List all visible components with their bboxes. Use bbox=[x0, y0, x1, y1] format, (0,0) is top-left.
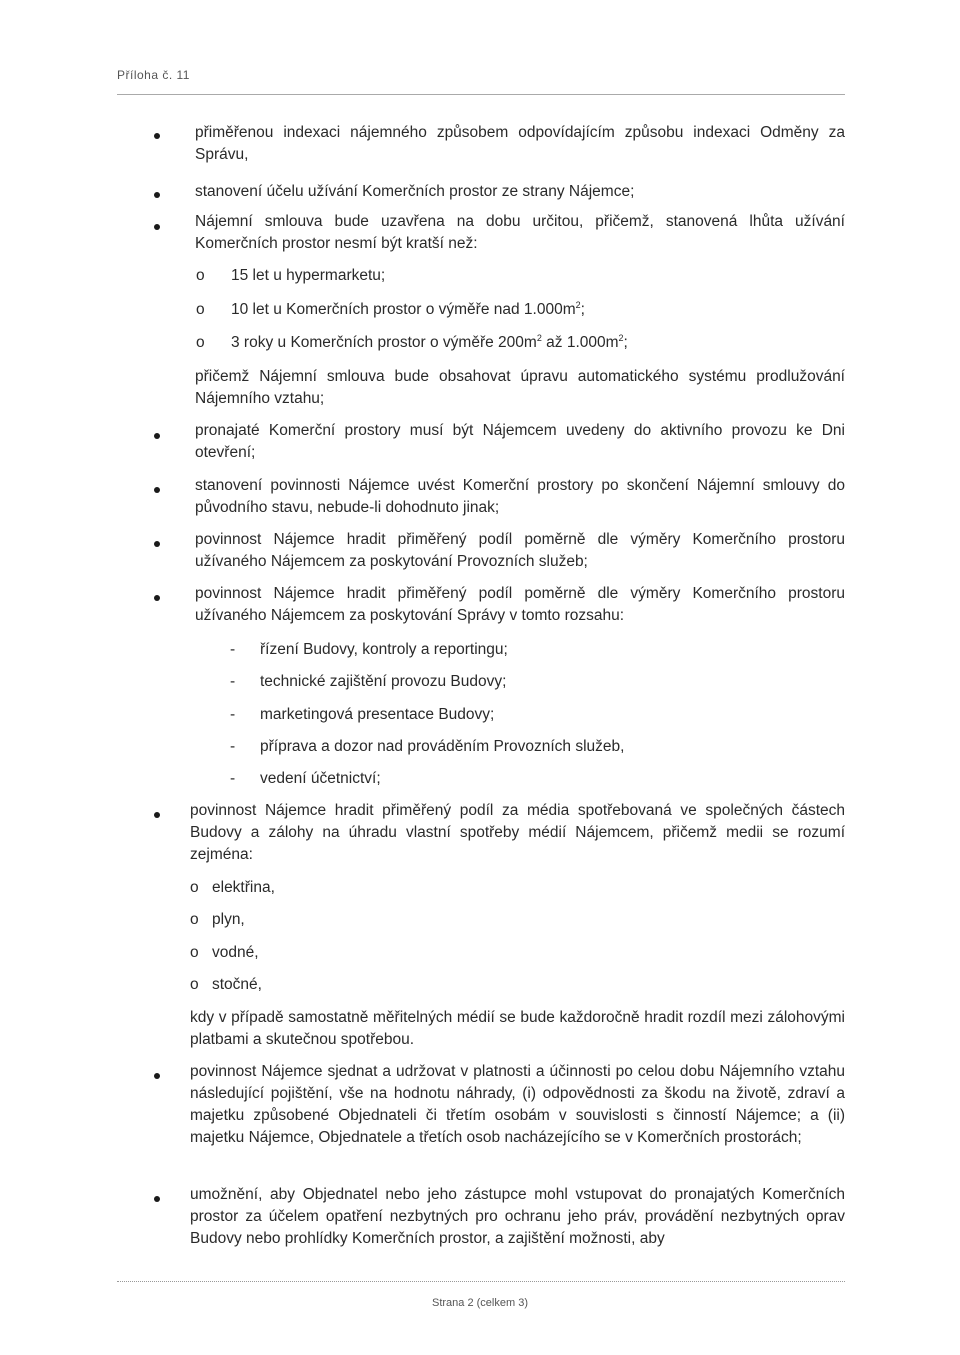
circle-marker: o bbox=[190, 911, 199, 928]
sub-item: stočné, bbox=[212, 976, 262, 993]
sub-item: marketingová presentace Budovy; bbox=[260, 706, 495, 723]
dash-marker: - bbox=[230, 706, 236, 723]
page-number: Strana 2 (celkem 3) bbox=[432, 1297, 528, 1309]
bullet-dot bbox=[154, 192, 160, 198]
sub-item: příprava a dozor nad prováděním Provozních služeb, bbox=[260, 738, 625, 755]
list-item: stanovení účelu užívání Komerčních prostor ze strany Nájemce; bbox=[195, 183, 635, 200]
list-item: povinnost Nájemce hradit přiměřený podíl poměrně dle výměry Komerčního prostoru užívaného Nájemcem za poskytování Správy v tomto rozsahu: bbox=[195, 585, 845, 624]
sub-item: 15 let u hypermarketu; bbox=[231, 267, 386, 284]
sub-item: plyn, bbox=[212, 911, 245, 928]
bullet-dot bbox=[154, 133, 160, 139]
footer-divider bbox=[117, 1281, 845, 1282]
sub-item: elektřina, bbox=[212, 879, 275, 896]
circle-marker: o bbox=[190, 879, 199, 896]
dash-marker: - bbox=[230, 770, 236, 787]
list-item: stanovení povinnosti Nájemce uvést Komerční prostory po skončení Nájemní smlouvy do původního stavu, nebude-li dohodnuto jinak; bbox=[195, 477, 845, 516]
sub-item: řízení Budovy, kontroly a reportingu; bbox=[260, 641, 508, 658]
circle-marker: o bbox=[196, 301, 205, 318]
list-item: pronajaté Komerční prostory musí být Nájemcem uvedeny do aktivního provozu ke Dni otevření; bbox=[195, 422, 845, 461]
bullet-dot bbox=[154, 541, 160, 547]
circle-marker: o bbox=[196, 267, 205, 284]
sub-item: technické zajištění provozu Budovy; bbox=[260, 673, 507, 690]
sub-item: vedení účetnictví; bbox=[260, 770, 381, 787]
list-item: přiměřenou indexaci nájemného způsobem odpovídajícím způsobu indexaci Odměny za Správu, bbox=[195, 124, 845, 163]
bullet-dot bbox=[154, 487, 160, 493]
sub-item: 10 let u Komerčních prostor o výměře nad $1.000m^2$; bbox=[231, 300, 585, 318]
list-item: povinnost Nájemce hradit přiměřený podíl poměrně dle výměry Komerčního prostoru užívaného Nájemcem za poskytování Provozních služeb; bbox=[195, 531, 845, 570]
bullet-dot bbox=[154, 1196, 160, 1202]
dash-marker: - bbox=[230, 641, 236, 658]
dash-marker: - bbox=[230, 673, 236, 690]
list-item: povinnost Nájemce hradit přiměřený podíl za média spotřebovaná ve společných částech Budovy a zálohy na úhradu vlastní spotřeby médií Nájemcem, přičemž medii se rozumí zejména: bbox=[190, 802, 845, 863]
bullet-dot bbox=[154, 224, 160, 230]
bullet-dot bbox=[154, 595, 160, 601]
dash-marker: - bbox=[230, 738, 236, 755]
paragraph: kdy v případě samostatně měřitelných médií se bude každoročně hradit rozdíl mezi zálohovými platbami a skutečnou spotřebou. bbox=[190, 1009, 845, 1048]
attachment-label: Příloha č. 11 bbox=[117, 68, 190, 82]
list-item: umožnění, aby Objednatel nebo jeho zástupce mohl vstupovat do pronajatých Komerčních prostor za účelem opatření nezbytných pro ochranu jeho práv, provádění nezbytných oprav Budovy nebo prohlídky Komerčních prostor, a zajištění možnosti, aby bbox=[190, 1186, 845, 1247]
sub-item: vodné, bbox=[212, 944, 259, 961]
paragraph: přičemž Nájemní smlouva bude obsahovat úpravu automatického systému prodlužování Nájemního vztahu; bbox=[195, 368, 845, 407]
list-item: povinnost Nájemce sjednat a udržovat v platnosti a účinnosti po celou dobu Nájemního vztahu následující pojištění, vše na hodnotu náhrady, (i) odpovědnosti za škodu na životě, zdraví a majetku způsobené Objednateli či třetím osobám v souvislosti s činností Nájemce; a (ii) majetku Nájemce, Objednatele a třetích osob nacházejícího se v Komerčních prostorách; bbox=[190, 1063, 845, 1146]
bullet-dot bbox=[154, 812, 160, 818]
circle-marker: o bbox=[190, 944, 199, 961]
bullet-dot bbox=[154, 1073, 160, 1079]
circle-marker: o bbox=[196, 334, 205, 351]
sub-item: 3 roky u Komerčních prostor o výměře $200m^2$ až $1.000m^2$; bbox=[231, 333, 628, 351]
list-item: Nájemní smlouva bude uzavřena na dobu určitou, přičemž, stanovená lhůta užívání Komerčních prostor nesmí být kratší než: bbox=[195, 213, 845, 252]
bullet-dot bbox=[154, 433, 160, 439]
header-divider bbox=[117, 94, 845, 95]
circle-marker: o bbox=[190, 976, 199, 993]
